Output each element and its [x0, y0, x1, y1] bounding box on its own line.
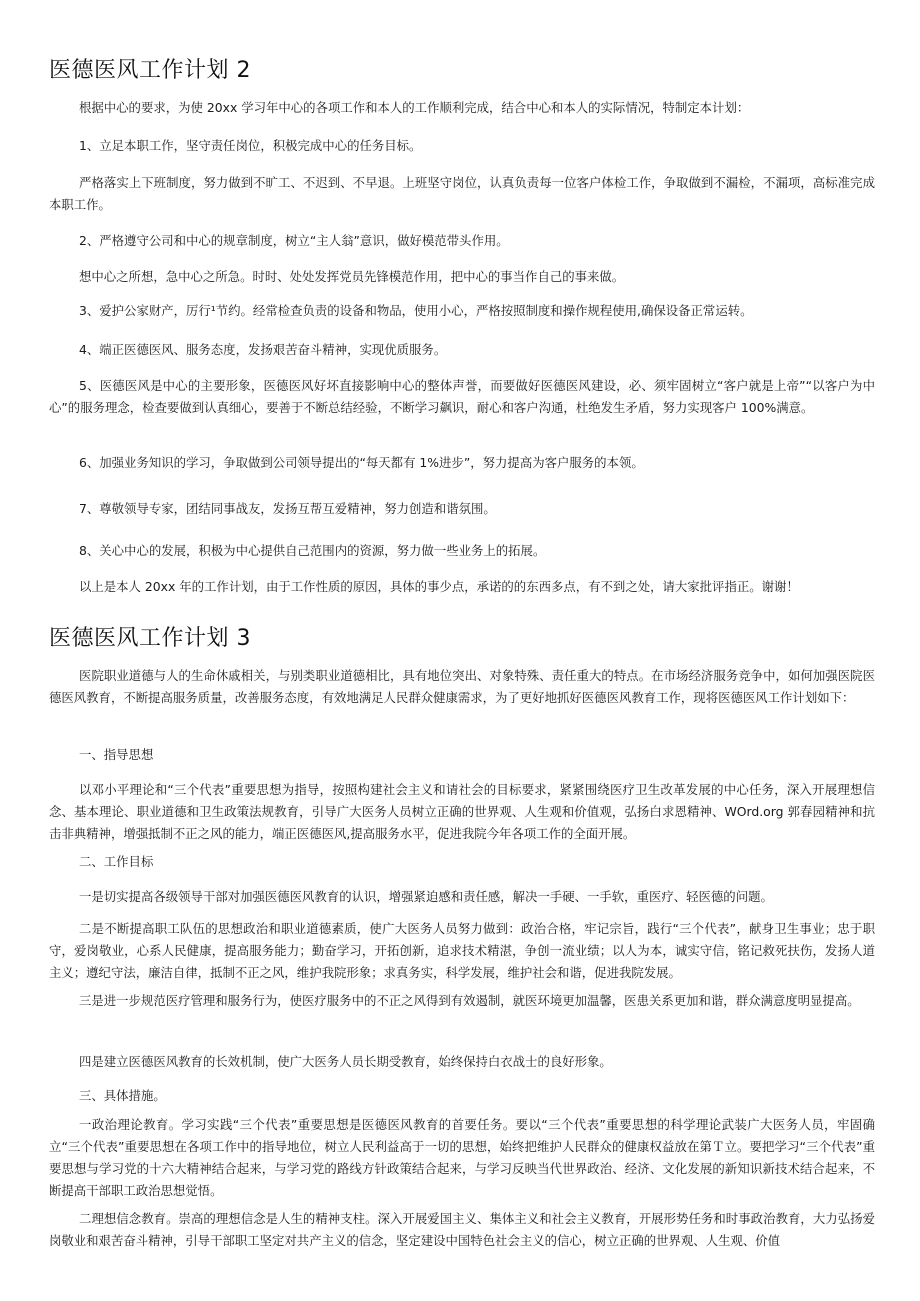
section-2-intro: 根据中心的要求，为使 20xx 学习年中心的各项工作和本人的工作顺利完成，结合中心和本人的实际情况，特制定本计划： — [79, 100, 750, 115]
section-3-title: 医德医风工作计划 3 — [49, 626, 251, 651]
work-goal-3: 三是进一步规范医疗管理和服务行为，使医疗服务中的不正之风得到有效遏制，就医环境更加温馨，医患关系更加和谐，群众满意度明显提高。 — [79, 993, 860, 1008]
measure-1-political-education: 一政治理论教育。学习实践“三个代表”重要思想是医德医风教育的首要任务。要以“三个代表”重要思想的科学理论武装广大医务人员，牢固确立“三个代表”重要思想在各项工作中的指导地位，树立人民利益高于一切的思想，始终把维护人民群众的健康权益放在第Ｔ立。要把学习“三个代表”重要思想与学习党的十六大精神结合起来，与学习党的路线方针政策结合起来，与学习反映当代世界政治、经济、文化发展的新知识新技术结合起来，不断提高干部职工政治思想觉悟。 — [49, 1117, 875, 1198]
section-2-closing: 以上是本人 20xx 年的工作计划，由于工作性质的原因，具体的事少点，承诺的的东西多点，有不到之处，请大家批评指正。谢谢！ — [79, 579, 799, 594]
plan-item-7: 7、尊敬领导专家，团结同事战友，发扬互帮互爱精神，努力创造和谐氛围。 — [79, 501, 496, 516]
work-goal-2: 二是不断提高职工队伍的思想政治和职业道德素质，使广大医务人员努力做到：政治合格，牢记宗旨，践行“三个代表”，献身卫生事业；忠于职守，爱岗敬业，心系人民健康，提高服务能力；勤奋学习，开拓创新，追求技术精湛，争创一流业绩；以人为本，诚实守信，铭记救死扶伤，发扬人道主义；遵纪守法，廉洁自律，抵制不正之风，维护我院形象；求真务实，科学发展，维护社会和谐，促进我院发展。 — [49, 921, 875, 980]
plan-item-8: 8、关心中心的发展，积极为中心提供自己范围内的资源，努力做一些业务上的拓展。 — [79, 543, 546, 558]
heading-work-goals: 二、工作目标 — [79, 854, 154, 869]
plan-item-3: 3、爱护公家财产，厉行¹节约。经常检查负责的设备和物品，使用小心，严格按照制度和操作规程使用,确保设备正常运转。 — [79, 303, 753, 318]
section-2-title: 医德医风工作计划 2 — [49, 58, 251, 83]
plan-item-1-detail: 严格落实上下班制度，努力做到不旷工、不迟到、不早退。上班坚守岗位，认真负责每一位客户体检工作，争取做到不漏检，不漏项，高标准完成本职工作。 — [49, 175, 875, 212]
section-3-intro: 医院职业道德与人的生命休戚相关，与别类职业道德相比，具有地位突出、对象特殊、责任重大的特点。在市场经济服务竞争中，如何加强医院医德医风教育，不断提高服务质量，改善服务态度，有效地满足人民群众健康需求，为了更好地抓好医德医风教育工作，现将医德医风工作计划如下： — [49, 668, 875, 705]
plan-item-4: 4、端正医德医风、服务态度，发扬艰苦奋斗精神，实现优质服务。 — [79, 342, 447, 357]
guiding-ideology-text: 以邓小平理论和“三个代表”重要思想为指导，按照构建社会主义和请社会的目标要求，紧紧围绕医疗卫生改革发展的中心任务，深入开展理想信念、基本理论、职业道德和卫生政策法规教育，引导广大医务人员树立正确的世界观、人生观和价值观，弘扬白求恩精神、WOrd.org 郭春园精神和抗击非典精神，增强抵制不正之风的能力，端正医德医风,提高服务水平，促进我院今年各项工作的全面开展。 — [49, 782, 875, 841]
measure-2-ideal-belief-education: 二理想信念教育。崇高的理想信念是人生的精神支柱。深入开展爱国主义、集体主义和社会主义教育，开展形势任务和时事政治教育，大力弘扬爱岗敬业和艰苦奋斗精神，引导干部职工坚定对共产主义的信念，坚定建设中国特色社会主义的信心，树立正确的世界观、人生观、价值 — [49, 1211, 875, 1248]
heading-guiding-ideology: 一、指导思想 — [79, 747, 154, 762]
plan-item-2-detail: 想中心之所想，急中心之所急。时时、处处发挥党员先锋模范作用，把中心的事当作自己的事来做。 — [79, 269, 625, 284]
plan-item-1: 1、立足本职工作，坚守责任岗位，积极完成中心的任务目标。 — [79, 138, 422, 153]
plan-item-6: 6、加强业务知识的学习，争取做到公司领导提出的“每天都有 1%进步”，努力提高为客户服务的本领。 — [79, 455, 644, 470]
heading-specific-measures: 三、具体措施。 — [79, 1088, 166, 1103]
plan-item-2: 2、严格遵守公司和中心的规章制度，树立“主人翁”意识，做好模范带头作用。 — [79, 233, 509, 248]
work-goal-4: 四是建立医德医风教育的长效机制，使广大医务人员长期受教育，始终保持白衣战士的良好形象。 — [79, 1054, 612, 1069]
work-goal-1: 一是切实提高各级领导干部对加强医德医风教育的认识，增强紧迫感和责任感，解决一手硬、一手软，重医疗、轻医德的问题。 — [79, 889, 773, 904]
plan-item-5: 5、医德医风是中心的主要形象，医德医风好坏直接影响中心的整体声誉，而要做好医德医风建设，必、须牢固树立“客户就是上帝”“以客户为中心”的服务理念，检查要做到认真细心，要善于不断总结经验，不断学习飙识，耐心和客户沟通，杜绝发生矛盾，努力实现客户 100%满意。 — [49, 378, 875, 415]
